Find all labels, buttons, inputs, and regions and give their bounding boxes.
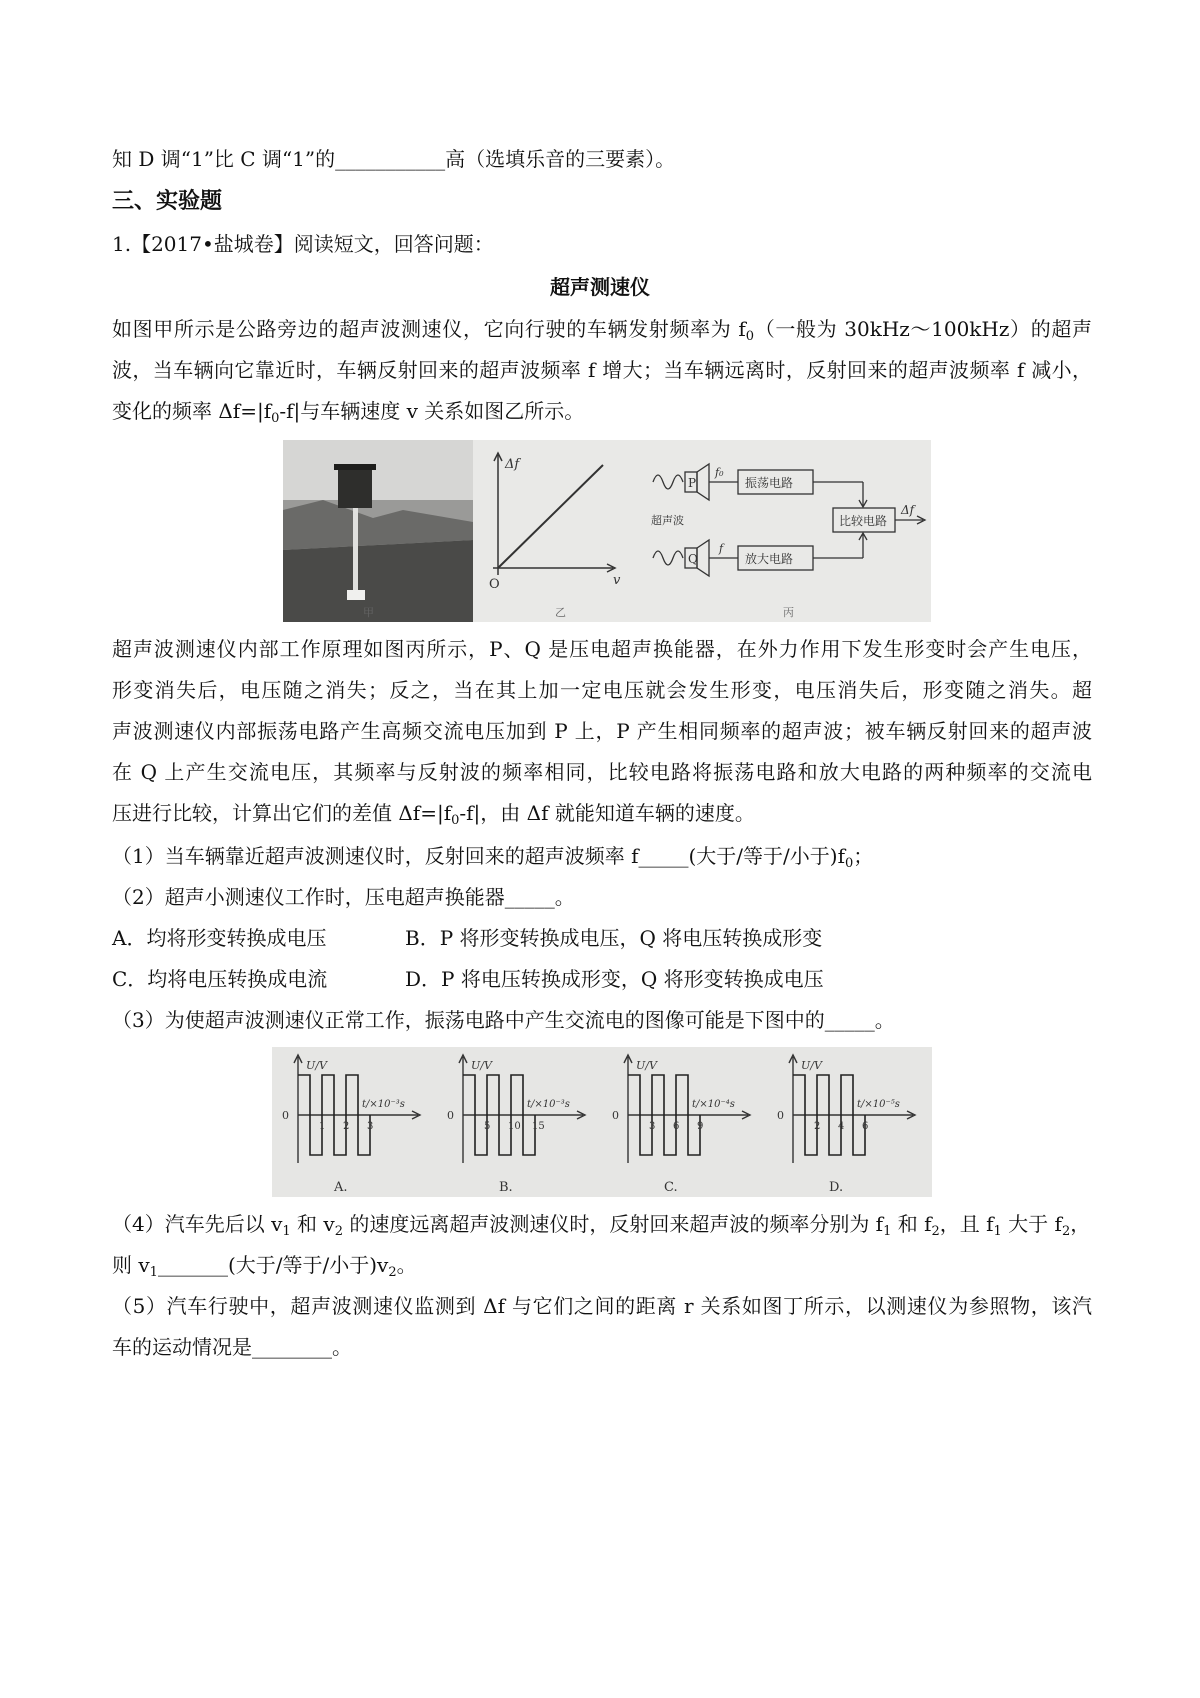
chart-0-x-label: t/×10⁻³s — [362, 1099, 405, 1110]
graph-y-label: Δf — [505, 457, 520, 472]
graph-x-label: v — [613, 573, 621, 588]
graph-origin-label: O — [489, 577, 500, 592]
chart-2-option-label: C. — [664, 1180, 678, 1195]
waveforms-svg — [272, 1047, 932, 1197]
option-a: A．均将形变转换成电压 — [112, 926, 327, 950]
question-label: 1.【2017•盐城卷】阅读短文，回答问题： — [112, 232, 494, 256]
chart-1-y-label: U/V — [471, 1059, 492, 1072]
option-d: D．P 将电压转换成形变，Q 将形变转换成电压 — [405, 967, 824, 991]
answer-blank: ___________ — [335, 147, 446, 171]
chart-1-tick-0: 5 — [484, 1121, 491, 1132]
circuit-f0-label: f₀ — [715, 466, 724, 479]
section-title: 三、实验题 — [112, 189, 223, 214]
figure-waveforms — [272, 1047, 932, 1197]
circuit-p-label: P — [688, 476, 697, 490]
paragraph2-line4: 在 Q 上产生交流电压，其频率与反射波的频率相同，比较电路将振荡电路和放大电路的两种频率的交流电 — [112, 760, 1092, 784]
chart-0-option-label: A. — [334, 1180, 348, 1195]
figure-jia-yi-bing — [283, 440, 931, 622]
chart-1-origin: 0 — [447, 1109, 454, 1122]
label-jia: 甲 — [363, 606, 374, 619]
paragraph1-line1: 如图甲所示是公路旁边的超声波测速仪，它向行驶的车辆发射频率为 $f_0$（一般为 30kHz～100kHz）的超声 — [112, 317, 1092, 344]
chart-1-tick-2: 15 — [532, 1121, 545, 1132]
chart-2-tick-1: 6 — [673, 1121, 680, 1132]
chart-3-origin: 0 — [777, 1109, 784, 1122]
chart-1-x-label: t/×10⁻³s — [527, 1099, 570, 1110]
chart-3-option-label: D. — [829, 1180, 844, 1195]
chart-3-tick-2: 6 — [862, 1121, 869, 1132]
circuit-amp-label: 放大电路 — [745, 552, 794, 566]
label-yi: 乙 — [555, 606, 566, 619]
sub-question-4-line2: 则 $v_1\_\_\_\_\_\_\_$(大于/等于/小于)$v_2$。 — [112, 1253, 417, 1280]
label-bing: 丙 — [783, 606, 794, 619]
option-c: C．均将电压转换成电流 — [112, 967, 328, 991]
article-title: 超声测速仪 — [550, 275, 650, 299]
paragraph2-line3: 声波测速仪内部振荡电路产生高频交流电压加到 P 上，P 产生相同频率的超声波；被车辆反射回来的超声波 — [112, 719, 1092, 743]
sub-question-4-line1: （4）汽车先后以 $v_1$ 和 $v_2$ 的速度远离超声波测速仪时，反射回来超声波的频率分别为 $f_1$ 和 $f_2$，且 $f_1$ 大于 $f_2$， — [112, 1212, 1091, 1239]
circuit-osc-label: 振荡电路 — [745, 476, 794, 490]
prev-text: 知 D 调“1”比 C 调“1”的 — [112, 147, 336, 171]
photo-jia — [283, 440, 473, 622]
paragraph1-line3: 变化的频率 $\Delta f=|f_0-f|$与车辆速度 v 关系如图乙所示。 — [112, 399, 585, 426]
paragraph2-line5: 压进行比较，计算出它们的差值 $\Delta f=|f_0-f|$，由 Δf 就能知道车辆的速度。 — [112, 801, 755, 828]
chart-3-tick-1: 4 — [838, 1121, 845, 1132]
sub-question-2: （2）超声小测速仪工作时，压电超声换能器_____。 — [112, 885, 575, 909]
chart-2-tick-2: 9 — [697, 1121, 704, 1132]
answer-blank: _____ — [504, 885, 555, 909]
chart-2-tick-0: 3 — [649, 1121, 656, 1132]
chart-0-y-label: U/V — [306, 1059, 327, 1072]
answer-blank: ________ — [252, 1335, 332, 1359]
chart-2-x-label: t/×10⁻⁴s — [692, 1099, 735, 1110]
chart-2-y-label: U/V — [636, 1059, 657, 1072]
prev-question-tail — [112, 145, 1092, 173]
chart-3-x-label: t/×10⁻⁵s — [857, 1099, 900, 1110]
chart-0-tick-0: 1 — [319, 1121, 326, 1132]
option-b: B．P 将形变转换成电压，Q 将电压转换成形变 — [405, 926, 823, 950]
paragraph2-line2: 形变消失后，电压随之消失；反之，当在其上加一定电压就会发生形变，电压消失后，形变随之消失。超 — [112, 678, 1092, 702]
sub-question-5-line1: （5）汽车行驶中，超声波测速仪监测到 Δf 与它们之间的距离 r 关系如图丁所示，以测速仪为参照物，该汽 — [112, 1294, 1092, 1318]
chart-0-origin: 0 — [282, 1109, 289, 1122]
chart-0-tick-2: 3 — [367, 1121, 374, 1132]
circuit-cmp-label: 比较电路 — [839, 514, 888, 528]
figure1-svg — [283, 440, 931, 622]
chart-2-origin: 0 — [612, 1109, 619, 1122]
sub-question-3: （3）为使超声波测速仪正常工作，振荡电路中产生交流电的图像可能是下图中的_____。 — [112, 1008, 895, 1032]
chart-3-tick-0: 2 — [814, 1121, 821, 1132]
answer-blank: _____ — [638, 844, 689, 868]
chart-1-option-label: B. — [499, 1180, 513, 1195]
sub-question-1: （1）当车辆靠近超声波测速仪时，反射回来的超声波频率 f_____(大于/等于/小于)$f_0$； — [112, 844, 874, 871]
chart-3-y-label: U/V — [801, 1059, 822, 1072]
paragraph2-line1: 超声波测速仪内部工作原理如图丙所示，P、Q 是压电超声换能器，在外力作用下发生形变时会产生电压， — [112, 637, 1092, 661]
prev-text-end: 高（选填乐音的三要素）。 — [445, 147, 676, 171]
chart-1-tick-1: 10 — [508, 1121, 521, 1132]
circuit-out-label: Δf — [901, 503, 915, 517]
sub-question-5-line2: 车的运动情况是________。 — [112, 1335, 352, 1359]
circuit-q-label: Q — [688, 552, 698, 566]
answer-blank: _____ — [824, 1008, 875, 1032]
circuit-f-label: f — [719, 542, 724, 555]
answer-blank: _______ — [157, 1253, 228, 1277]
circuit-wave-label: 超声波 — [651, 514, 684, 527]
paragraph1-line2: 波，当车辆向它靠近时，车辆反射回来的超声波频率 f 增大；当车辆远离时，反射回来的超声波频率 f 减小， — [112, 358, 1092, 382]
chart-0-tick-1: 2 — [343, 1121, 350, 1132]
